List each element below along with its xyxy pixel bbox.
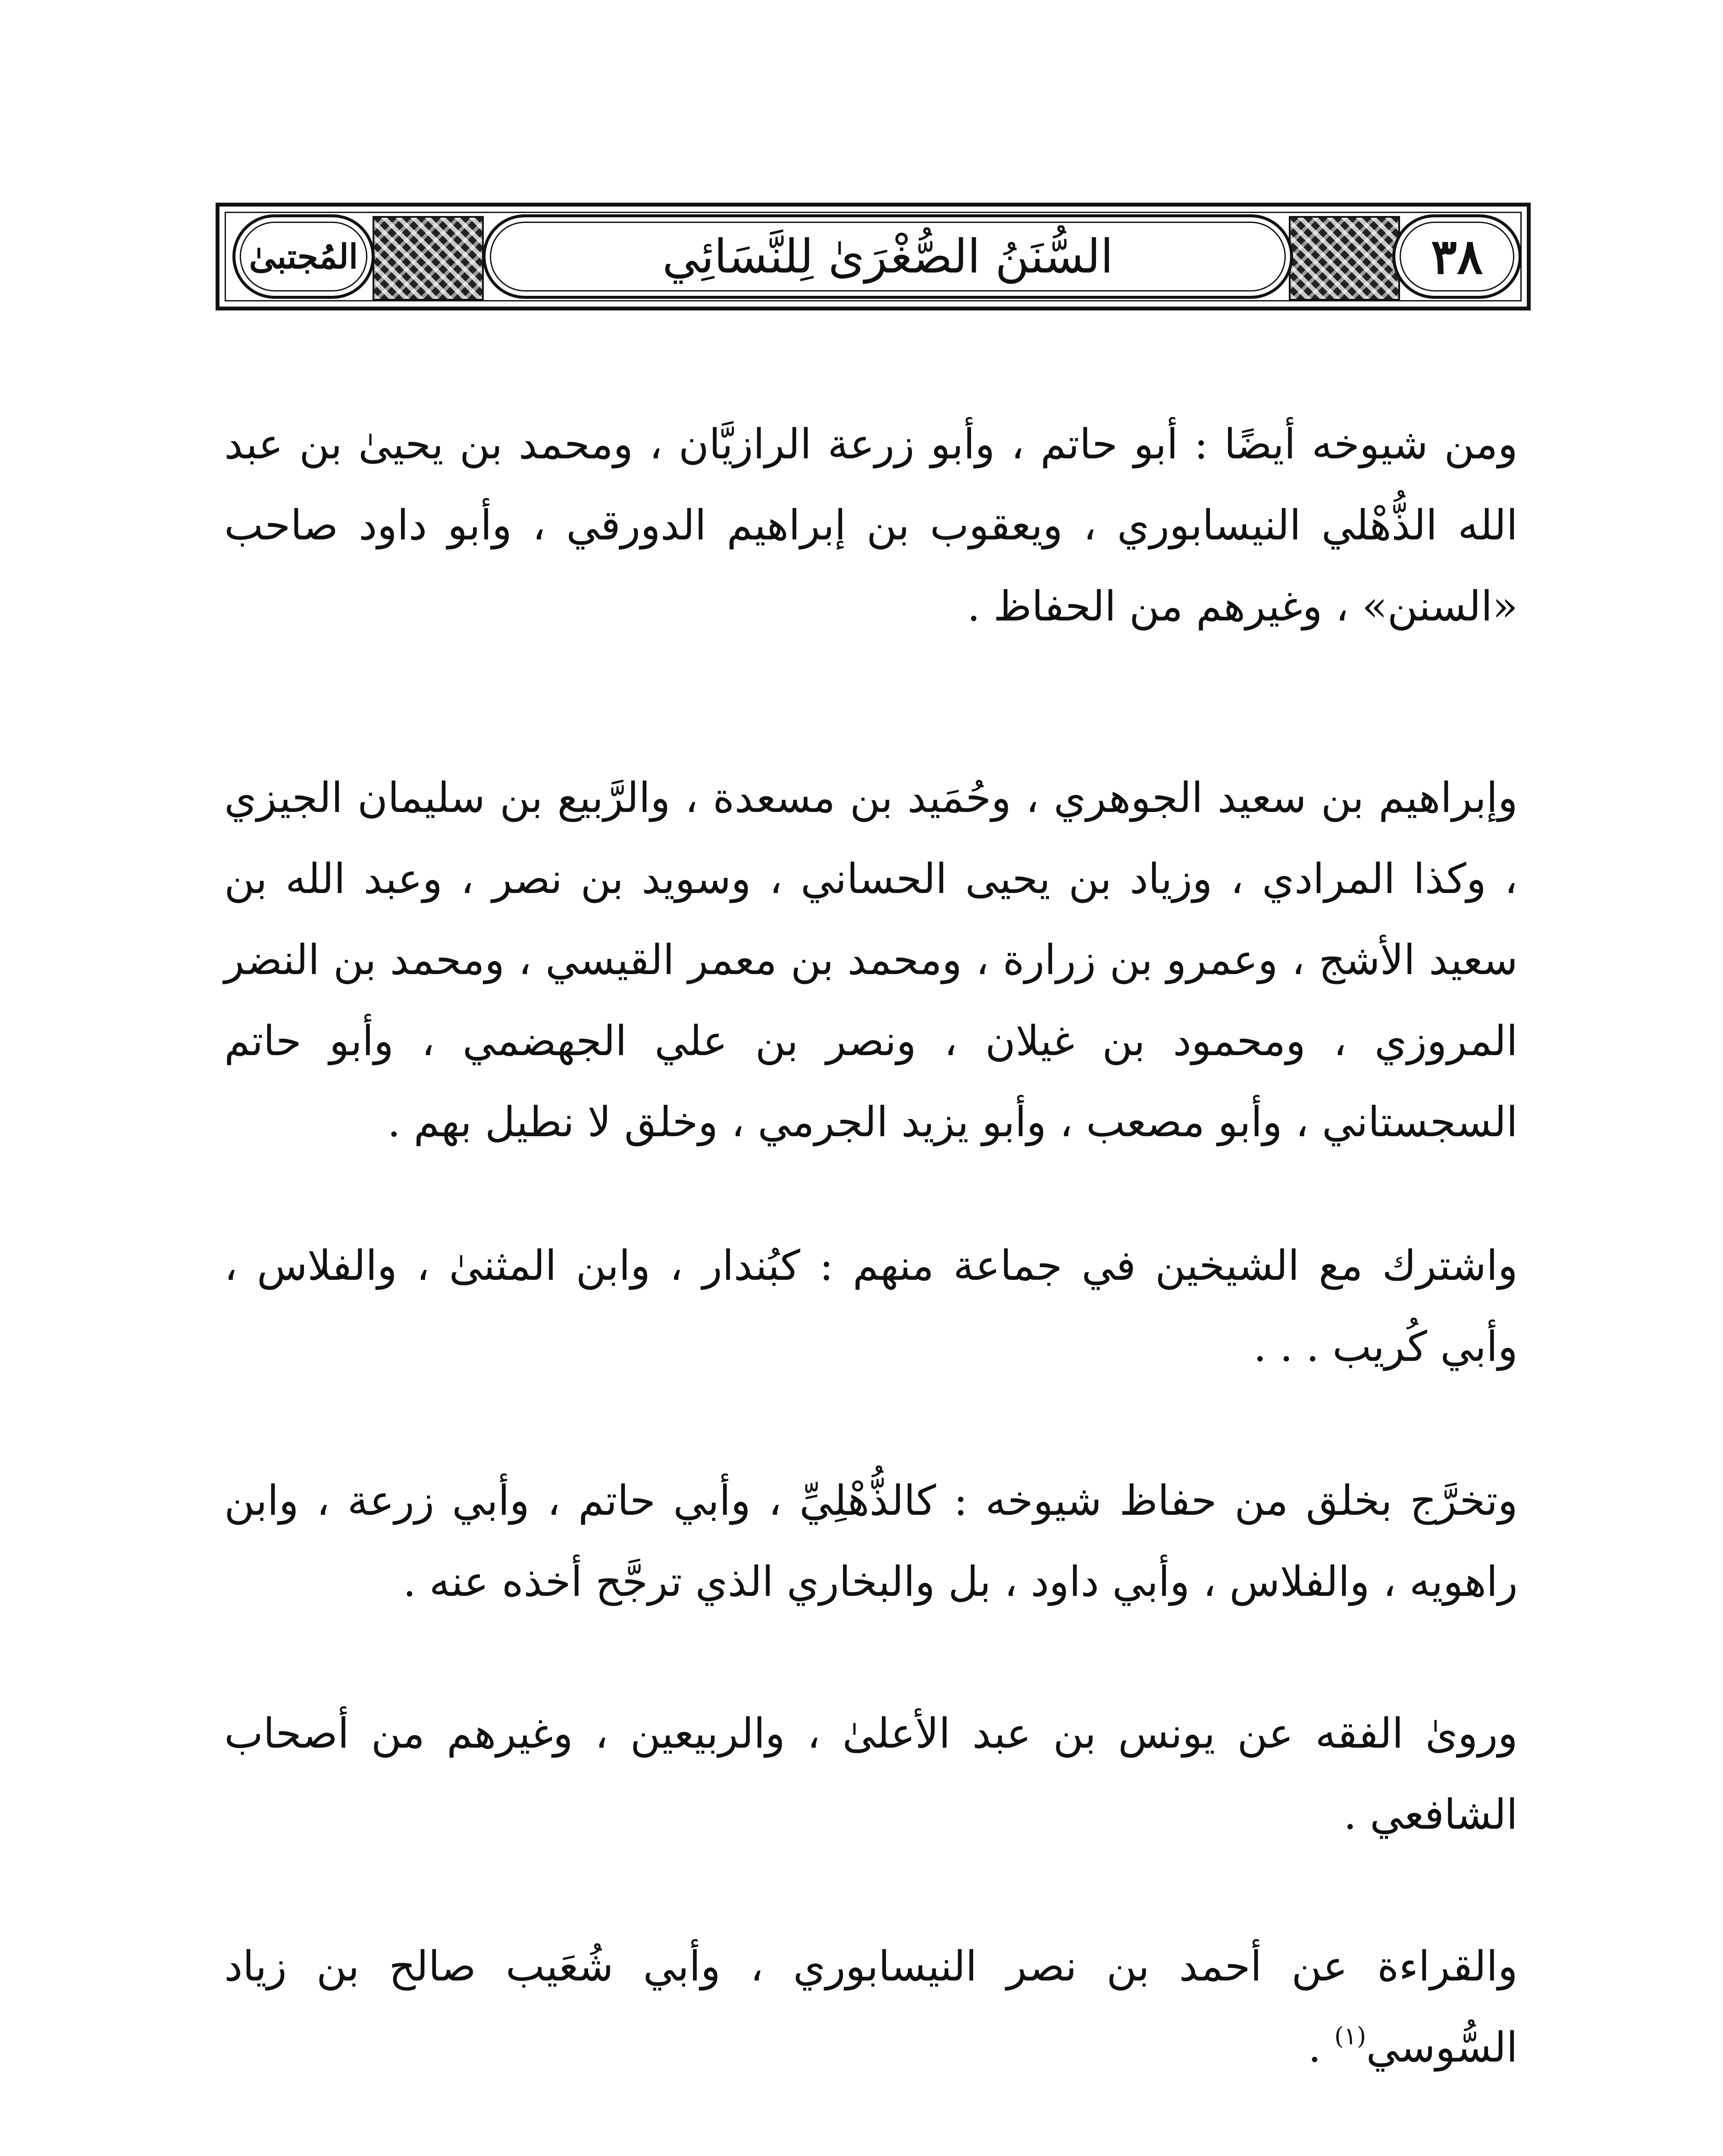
page-number: ٣٨ <box>1431 228 1483 285</box>
footnote-reference: (١) <box>1334 2022 1366 2050</box>
header-ornament-right <box>1289 216 1400 301</box>
series-title: المُجتبىٰ <box>249 237 358 276</box>
series-title-cartouche <box>232 214 375 299</box>
header-ornament-left <box>373 216 484 301</box>
page-number-cartouche <box>1392 214 1522 299</box>
book-title: السُّنَنُ الصُّغْرَىٰ لِلنَّسَائِي <box>662 229 1114 284</box>
page-header <box>216 203 1531 310</box>
paragraph-shared-teachers: واشترك مع الشيخين في جماعة منهم : كبُندار ، وابن المثنىٰ ، والفلاس ، وأبي كُريب . . . <box>224 1241 1518 1371</box>
recitation-text: والقراءة عن أحمد بن نصر النيسابوري ، وأبي شُعَيب صالح بن زياد السُّوسي <box>224 1942 1518 2071</box>
paragraph-fiqh: وروىٰ الفقه عن يونس بن عبد الأعلىٰ ، والربيعين ، وغيرهم من أصحاب الشافعي . <box>224 1709 1518 1839</box>
paragraph-recitation <box>224 1926 1518 2088</box>
paragraph-teachers: ومن شيوخه أيضًا : أبو حاتم ، وأبو زرعة الرازيَّان ، ومحمد بن يحيىٰ بن عبد الله الذُّهْلي النيسابوري ، ويعقوب بن إبراهيم الدورقي ، وأبو داود صاحب «السنن» ، وغيرهم من الحفاظ . <box>224 420 1518 630</box>
recitation-tail: . <box>1308 2023 1335 2071</box>
paragraph-trained-with: وتخرَّج بخلق من حفاظ شيوخه : كالذُّهْلِيِّ ، وأبي حاتم ، وأبي زرعة ، وابن راهويه ، والفلاس ، وأبي داود ، بل والبخاري الذي ترجَّح أخذه عنه . <box>224 1476 1518 1606</box>
book-title-cartouche <box>482 214 1293 299</box>
paragraph-more-teachers: وإبراهيم بن سعيد الجوهري ، وحُمَيد بن مسعدة ، والرَّبيع بن سليمان الجيزي ، وكذا المرادي ، وزياد بن يحيى الحساني ، وسويد بن نصر ، وعبد الله بن سعيد الأشج ، وعمرو بن زرارة ، ومحمد بن معمر القيسي ، ومحمد بن النضر المروزي ، ومحمود بن غيلان ، ونصر بن علي الجهضمي ، وأبو حاتم السجستاني ، وأبو مصعب ، وأبو يزيد الجرمي ، وخلق لا نطيل بهم . <box>224 774 1518 1146</box>
